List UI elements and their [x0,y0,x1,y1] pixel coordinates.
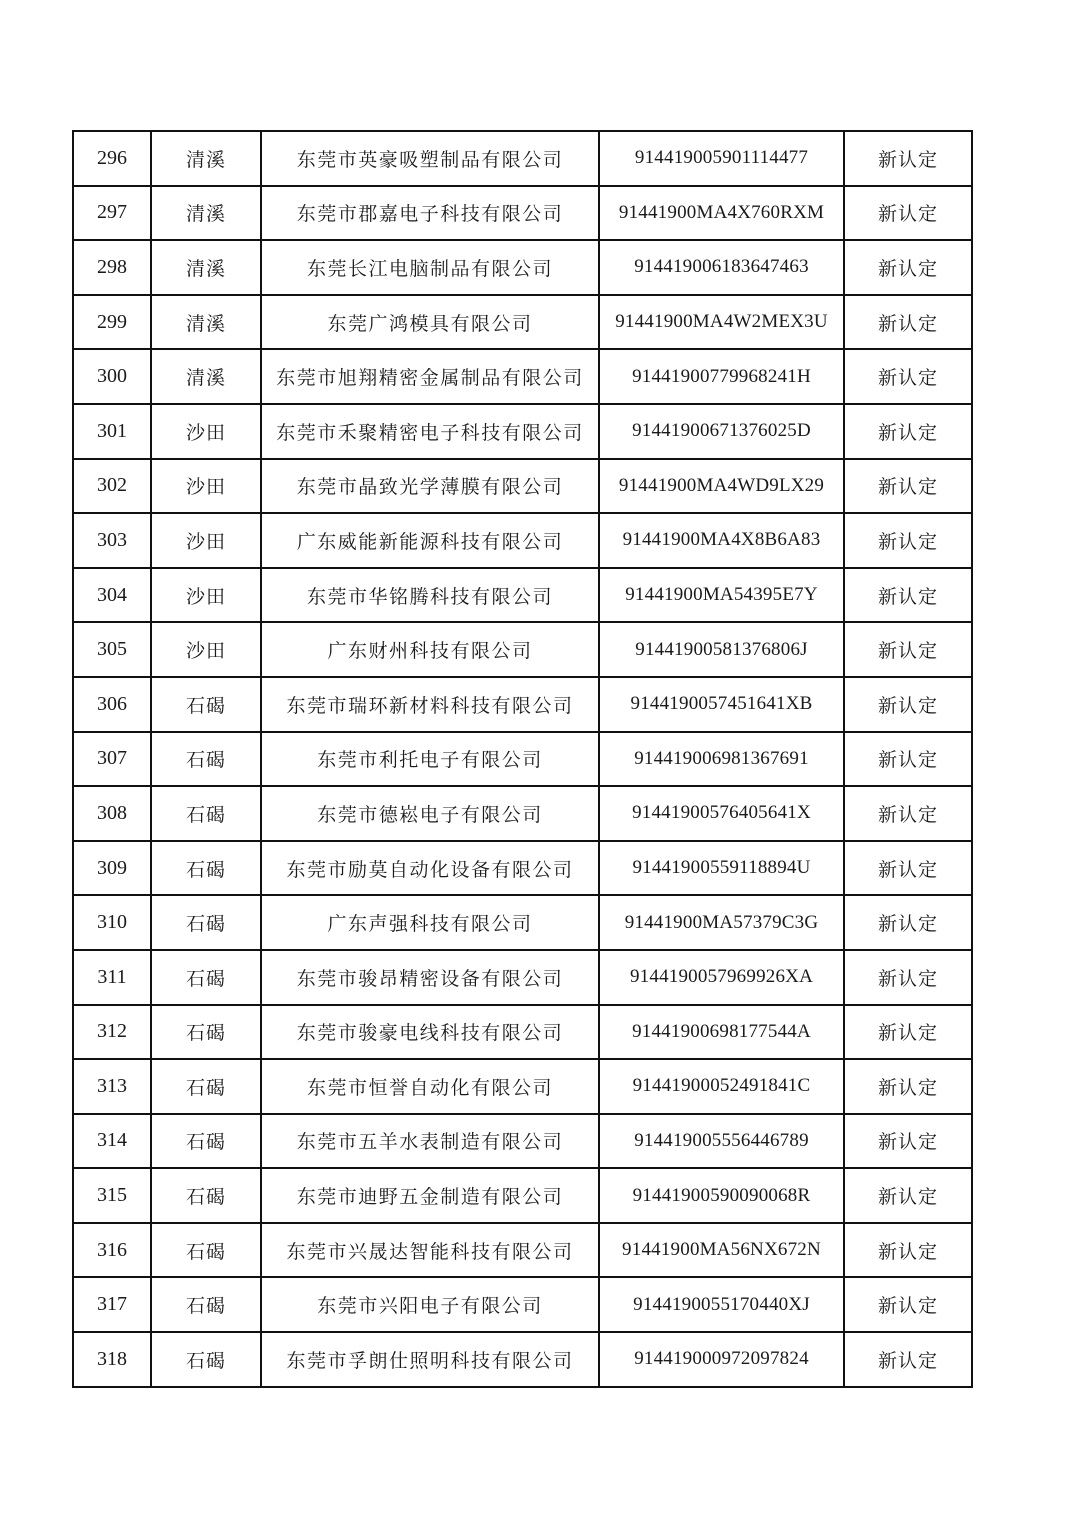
row-number-cell: 296 [73,131,151,186]
table-body [73,131,972,1387]
town-cell: 石碣 [151,1114,261,1169]
company-name-cell: 东莞市骏豪电线科技有限公司 [261,1005,599,1060]
table-row [73,568,972,623]
row-number-cell: 312 [73,1005,151,1060]
town-cell: 清溪 [151,131,261,186]
row-number-cell: 311 [73,950,151,1005]
table-row [73,786,972,841]
company-name-cell: 东莞广鸿模具有限公司 [261,295,599,350]
table-row [73,622,972,677]
credit-code-cell: 91441900MA4X8B6A83 [599,513,844,568]
town-cell: 清溪 [151,349,261,404]
table-row [73,459,972,514]
status-cell: 新认定 [844,677,972,732]
status-cell: 新认定 [844,895,972,950]
credit-code-cell: 91441900MA4W2MEX3U [599,295,844,350]
town-cell: 石碣 [151,1332,261,1387]
company-name-cell: 东莞市禾聚精密电子科技有限公司 [261,404,599,459]
credit-code-cell: 91441900MA57379C3G [599,895,844,950]
row-number-cell: 297 [73,186,151,241]
row-number-cell: 302 [73,459,151,514]
credit-code-cell: 9144190055170440XJ [599,1277,844,1332]
table-row [73,1223,972,1278]
town-cell: 沙田 [151,513,261,568]
row-number-cell: 309 [73,841,151,896]
status-cell: 新认定 [844,950,972,1005]
table-row [73,131,972,186]
row-number-cell: 298 [73,240,151,295]
company-name-cell: 东莞市晶致光学薄膜有限公司 [261,459,599,514]
company-name-cell: 广东声强科技有限公司 [261,895,599,950]
credit-code-cell: 91441900671376025D [599,404,844,459]
status-cell: 新认定 [844,1223,972,1278]
company-name-cell: 东莞市利托电子有限公司 [261,732,599,787]
table-row [73,895,972,950]
credit-code-cell: 9144190057969926XA [599,950,844,1005]
status-cell: 新认定 [844,513,972,568]
status-cell: 新认定 [844,1332,972,1387]
table-row [73,186,972,241]
company-name-cell: 东莞市骏昂精密设备有限公司 [261,950,599,1005]
company-name-cell: 东莞市兴阳电子有限公司 [261,1277,599,1332]
town-cell: 石碣 [151,1277,261,1332]
table-row [73,1005,972,1060]
credit-code-cell: 914419006981367691 [599,732,844,787]
company-name-cell: 东莞市孚朗仕照明科技有限公司 [261,1332,599,1387]
table-row [73,1332,972,1387]
town-cell: 清溪 [151,186,261,241]
credit-code-cell: 914419005556446789 [599,1114,844,1169]
credit-code-cell: 91441900559118894U [599,841,844,896]
status-cell: 新认定 [844,1059,972,1114]
town-cell: 石碣 [151,786,261,841]
status-cell: 新认定 [844,1005,972,1060]
row-number-cell: 303 [73,513,151,568]
credit-code-cell: 91441900590090068R [599,1168,844,1223]
town-cell: 沙田 [151,568,261,623]
company-name-cell: 东莞市华铭腾科技有限公司 [261,568,599,623]
status-cell: 新认定 [844,1168,972,1223]
credit-code-cell: 91441900581376806J [599,622,844,677]
status-cell: 新认定 [844,459,972,514]
row-number-cell: 318 [73,1332,151,1387]
table-row [73,950,972,1005]
table-row [73,1277,972,1332]
row-number-cell: 304 [73,568,151,623]
company-name-cell: 东莞市五羊水表制造有限公司 [261,1114,599,1169]
status-cell: 新认定 [844,240,972,295]
status-cell: 新认定 [844,568,972,623]
status-cell: 新认定 [844,786,972,841]
company-name-cell: 东莞市英豪吸塑制品有限公司 [261,131,599,186]
town-cell: 清溪 [151,240,261,295]
status-cell: 新认定 [844,295,972,350]
credit-code-cell: 91441900MA54395E7Y [599,568,844,623]
town-cell: 石碣 [151,841,261,896]
credit-code-cell: 91441900576405641X [599,786,844,841]
credit-code-cell: 9144190057451641XB [599,677,844,732]
town-cell: 石碣 [151,950,261,1005]
company-name-cell: 广东财州科技有限公司 [261,622,599,677]
status-cell: 新认定 [844,131,972,186]
credit-code-cell: 91441900779968241H [599,349,844,404]
table-row [73,295,972,350]
status-cell: 新认定 [844,622,972,677]
status-cell: 新认定 [844,1277,972,1332]
company-name-cell: 东莞市郡嘉电子科技有限公司 [261,186,599,241]
row-number-cell: 317 [73,1277,151,1332]
credit-code-cell: 91441900698177544A [599,1005,844,1060]
town-cell: 石碣 [151,1005,261,1060]
row-number-cell: 307 [73,732,151,787]
town-cell: 清溪 [151,295,261,350]
credit-code-cell: 91441900590111447​7 [599,131,844,186]
table-row [73,240,972,295]
company-name-cell: 东莞市迪野五金制造有限公司 [261,1168,599,1223]
credit-code-cell: 91441900052491841C [599,1059,844,1114]
company-name-cell: 广东威能新能源科技有限公司 [261,513,599,568]
town-cell: 沙田 [151,404,261,459]
credit-code-cell: 914419006183647463 [599,240,844,295]
table-row [73,349,972,404]
table-row [73,1114,972,1169]
status-cell: 新认定 [844,1114,972,1169]
row-number-cell: 310 [73,895,151,950]
table-row [73,404,972,459]
status-cell: 新认定 [844,732,972,787]
town-cell: 沙田 [151,622,261,677]
company-name-cell: 东莞市旭翔精密金属制品有限公司 [261,349,599,404]
table-row [73,1059,972,1114]
enterprise-table [72,130,973,1388]
credit-code-cell: 914419000972097824 [599,1332,844,1387]
status-cell: 新认定 [844,404,972,459]
credit-code-cell: 91441900MA4WD9LX29 [599,459,844,514]
row-number-cell: 316 [73,1223,151,1278]
company-name-cell: 东莞长江电脑制品有限公司 [261,240,599,295]
town-cell: 沙田 [151,459,261,514]
table-row [73,1168,972,1223]
table-row [73,841,972,896]
row-number-cell: 301 [73,404,151,459]
row-number-cell: 305 [73,622,151,677]
town-cell: 石碣 [151,1223,261,1278]
row-number-cell: 306 [73,677,151,732]
status-cell: 新认定 [844,186,972,241]
credit-code-cell: 91441900MA56NX672N [599,1223,844,1278]
table-row [73,732,972,787]
row-number-cell: 300 [73,349,151,404]
town-cell: 石碣 [151,732,261,787]
row-number-cell: 313 [73,1059,151,1114]
row-number-cell: 299 [73,295,151,350]
town-cell: 石碣 [151,677,261,732]
row-number-cell: 315 [73,1168,151,1223]
town-cell: 石碣 [151,1059,261,1114]
company-name-cell: 东莞市励莫自动化设备有限公司 [261,841,599,896]
table-row [73,677,972,732]
company-name-cell: 东莞市恒誉自动化有限公司 [261,1059,599,1114]
company-name-cell: 东莞市德崧电子有限公司 [261,786,599,841]
town-cell: 石碣 [151,1168,261,1223]
status-cell: 新认定 [844,349,972,404]
row-number-cell: 308 [73,786,151,841]
company-name-cell: 东莞市瑞环新材料科技有限公司 [261,677,599,732]
town-cell: 石碣 [151,895,261,950]
credit-code-cell: 91441900MA4X760RXM [599,186,844,241]
company-name-cell: 东莞市兴晟达智能科技有限公司 [261,1223,599,1278]
status-cell: 新认定 [844,841,972,896]
row-number-cell: 314 [73,1114,151,1169]
table-row [73,513,972,568]
